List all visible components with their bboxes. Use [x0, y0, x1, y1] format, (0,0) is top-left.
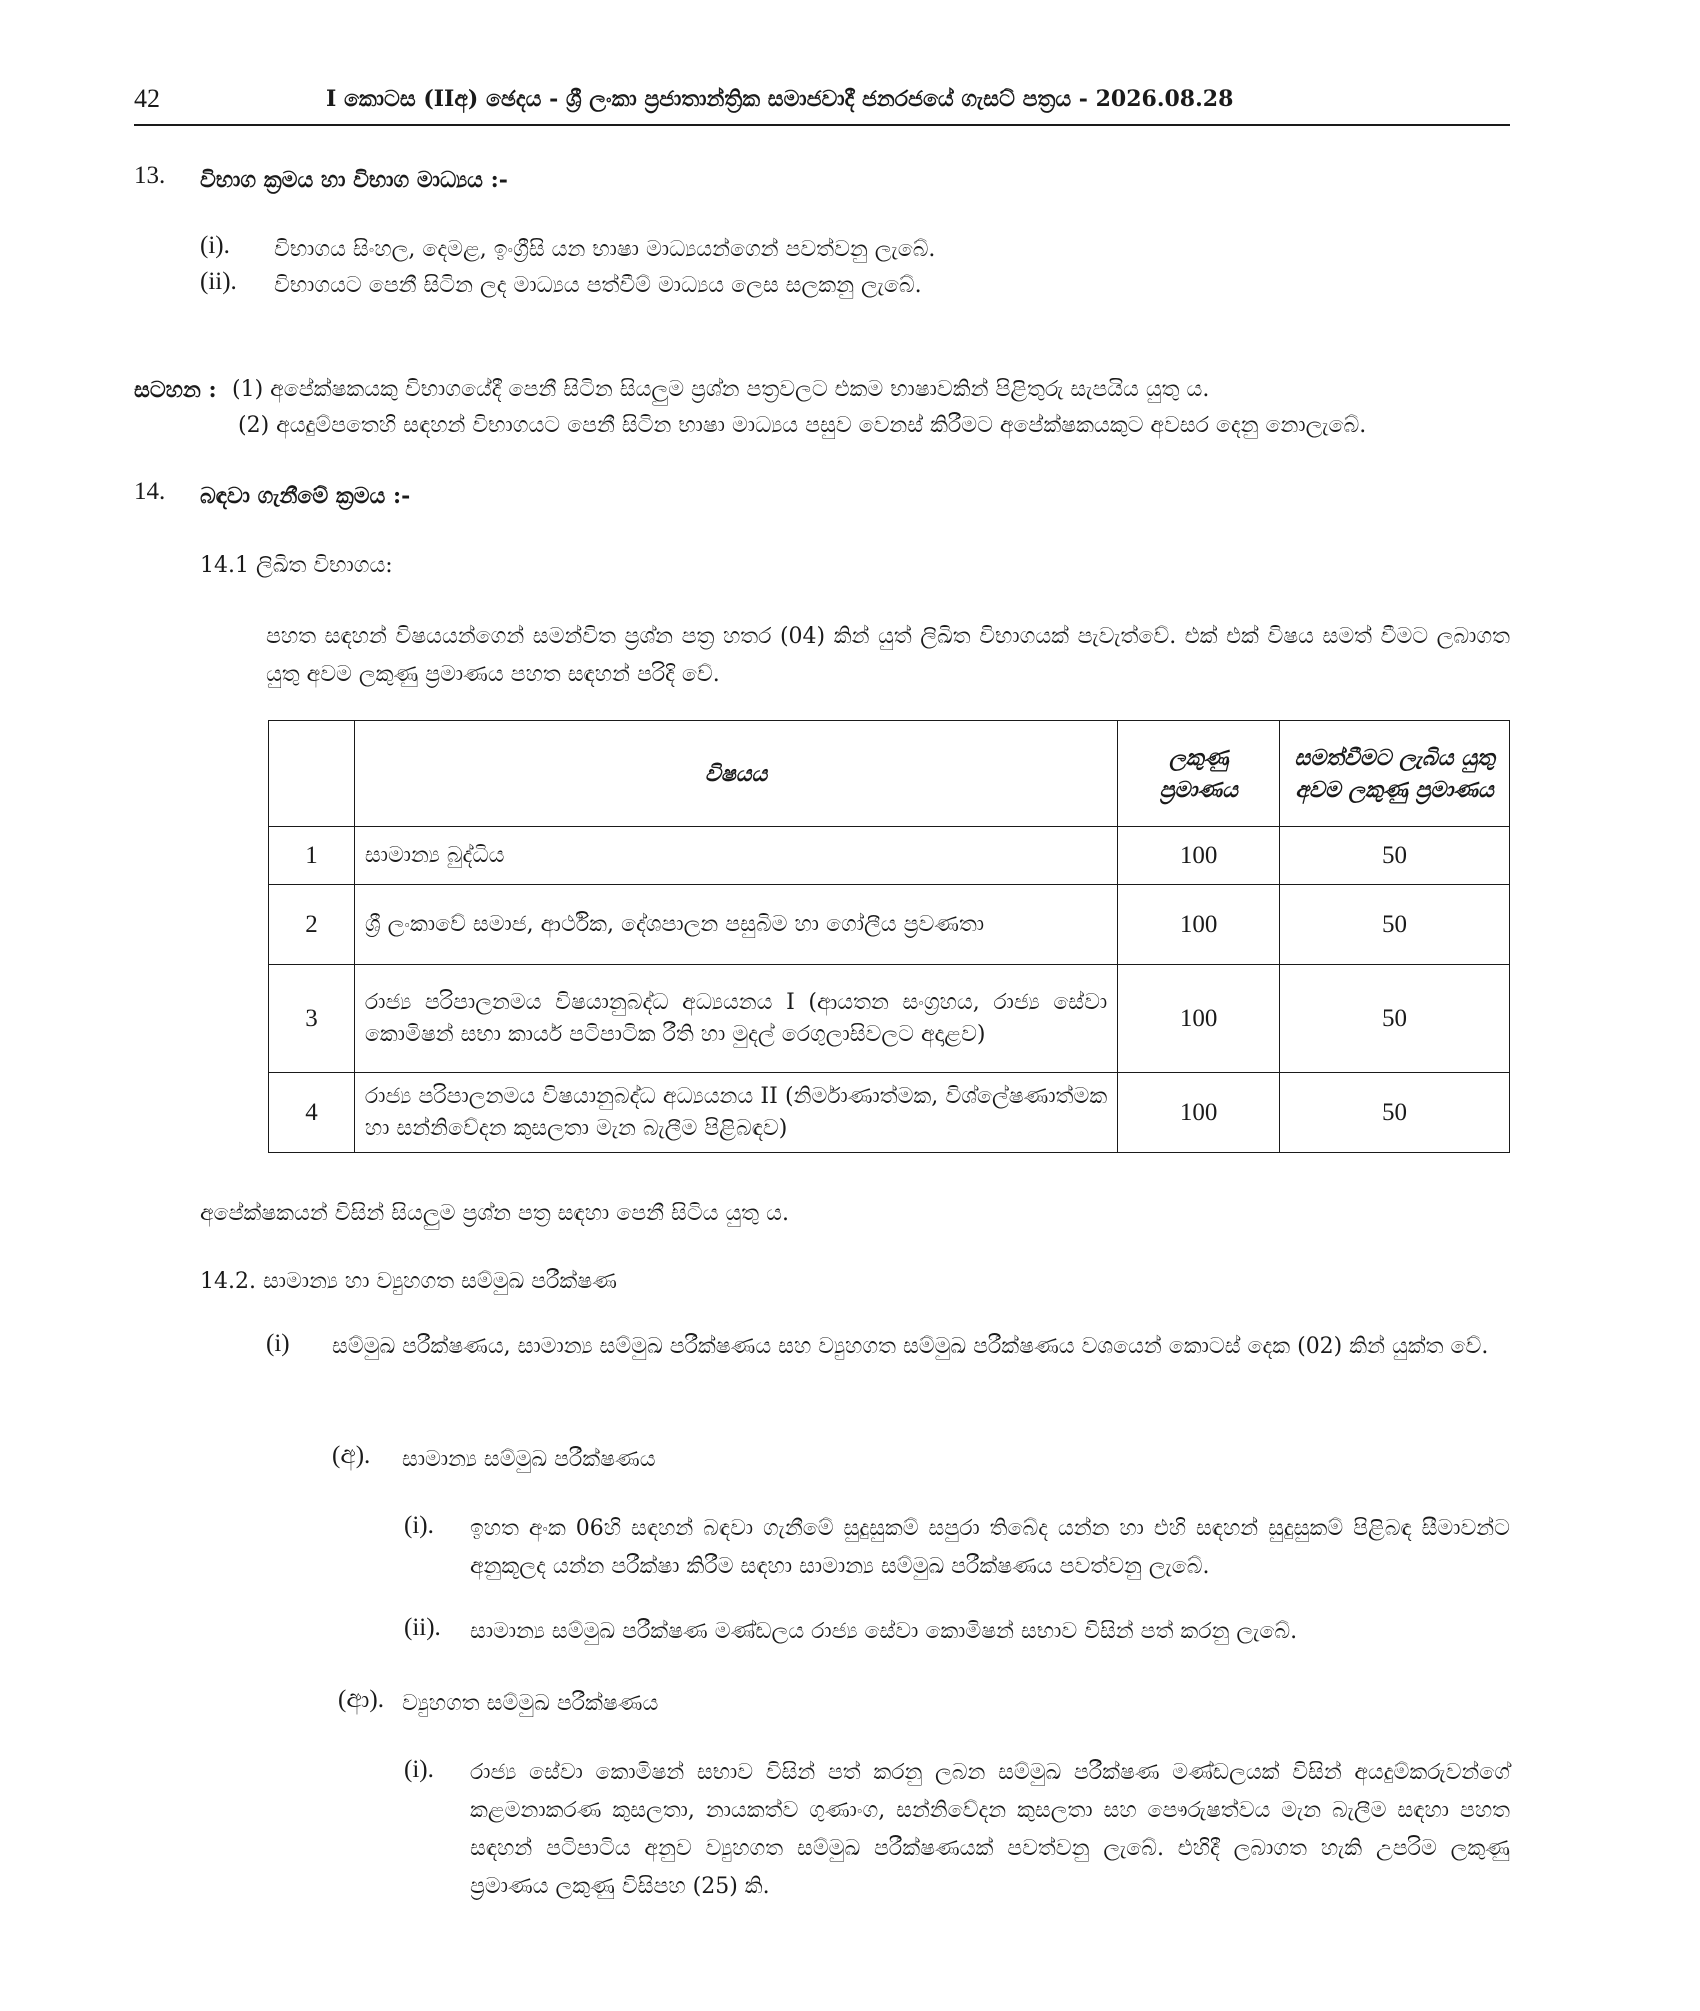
row-pass: 50	[1280, 1073, 1510, 1153]
part-a-item-1-text: ඉහත අංක 06හි සඳහන් බඳවා ගැනීමේ සුදුසුකම් සපුරා තිබේද යන්න හා එහි සඳහන් සුදුසුකම් පිළිබඳ සීමාවන්ට අනුකූලද යන්න පරීක්ෂා කිරීම සඳහා සාමාන්‍ය සම්මුඛ පරීක්ෂණය පවත්වනු ලැබේ.	[470, 1516, 1510, 1579]
section-13-heading: විභාග ක්‍රමය හා විභාග මාධ්‍යය :-	[200, 167, 508, 193]
part-aa-item-1-text: රාජ්‍ය සේවා කොමිෂන් සභාව විසින් පත් කරනු ලබන සම්මුඛ පරීක්ෂණ මණ්ඩලයක් විසින් අයදුම්කරුවන්ගේ කළමනාකරණ කුසලතා, නායකත්ව ගුණාංග, සන්නිවේදන කුසලතා සහ පෞරුෂත්වය මැන බැලීම සඳහා පහත සඳහන් පටිපාටිය අනුව ව්‍යුහගත සම්මුඛ පරීක්ෂණයක් පවත්වනු ලැබේ. එහිදී ලබාගත හැකි උපරිම ලකුණු ප්‍රමාණය ලකුණු විසිපහ (25) කි.	[470, 1760, 1510, 1899]
row-marks: 100	[1118, 827, 1280, 885]
row-marks: 100	[1118, 885, 1280, 965]
header-no	[269, 721, 355, 827]
gazette-title: I කොටස (IIඅ) ඡෙදය - ශ්‍රී ලංකා ප්‍රජාතාන්ත්‍රික සමාජවාදී ජනරජයේ ගැසට් පත්‍රය - 2026.08.28	[326, 86, 1234, 112]
s14-2-i-label: (i)	[266, 1330, 290, 1357]
note-label: සටහන :	[134, 377, 217, 403]
s13-item-2-text: විභාගයට පෙනී සිටින ලද මාධ්‍යය පත්වීම් මාධ්‍යය ලෙස සලකනු ලැබේ.	[274, 273, 922, 298]
all-papers-note: අපේක්ෂකයන් විසින් සියලුම ප්‍රශ්න පත්‍ර සඳහා පෙනී සිටිය යුතු ය.	[200, 1201, 789, 1226]
part-a-label: (අ).	[332, 1442, 371, 1469]
exam-subjects-table	[268, 720, 1510, 1153]
row-subject: රාජ්‍ය පරිපාලනමය විෂයානුබද්ධ අධ්‍යයනය I (ආයතන සංග්‍රහය, රාජ්‍ය සේවා කොමිෂන් සභා කාර්ය පටිපාටික රීති හා මුදල් රෙගුලාසිවලට අදාළව)	[354, 965, 1117, 1073]
section-13-number: 13.	[134, 162, 166, 189]
part-a-item-2-label: (ii).	[404, 1614, 441, 1641]
part-aa-heading: ව්‍යුහගත සම්මුඛ පරීක්ෂණය	[402, 1691, 659, 1716]
table-row	[269, 965, 1510, 1073]
note-line-2: (2) අයදුම්පතෙහි සඳහන් විභාගයට පෙනී සිටින භාෂා මාධ්‍යය පසුව වෙනස් කිරීමට අපේක්ෂකයකුට අවසර දෙනු නොලැබේ.	[238, 413, 1367, 438]
part-aa-item-1-label: (i).	[404, 1756, 434, 1783]
part-aa-label: (ආ).	[338, 1686, 384, 1713]
header-marks: ලකුණු ප්‍රමාණය	[1118, 721, 1280, 827]
s13-item-1-label: (i).	[200, 232, 230, 259]
table-header-row	[269, 721, 1510, 827]
subsection-14-2-heading: 14.2. සාමාන්‍ය හා ව්‍යුහගත සම්මුඛ පරීක්ෂණ	[200, 1269, 617, 1294]
row-no: 1	[269, 827, 355, 885]
s13-item-2-label: (ii).	[200, 268, 237, 295]
header-pass-marks: සමත්වීමට ලැබිය යුතු අවම ලකුණු ප්‍රමාණය	[1280, 721, 1510, 827]
row-subject: රාජ්‍ය පරිපාලනමය විෂයානුබද්ධ අධ්‍යයනය II (නිර්මාණාත්මක, විශ්ලේෂණාත්මක හා සන්නිවේදන කුසලතා මැන බැලීම පිළිබඳව)	[354, 1073, 1117, 1153]
row-subject: සාමාන්‍ය බුද්ධිය	[354, 827, 1117, 885]
note-line-1: (1) අපේක්ෂකයකු විභාගයේදී පෙනී සිටින සියලුම ප්‍රශ්න පත්‍රවලට එකම භාෂාවකින් පිළිතුරු සැපයිය යුතු ය.	[232, 377, 1210, 402]
page-header	[134, 84, 1510, 126]
s13-item-1-text: විභාගය සිංහල, දෙමළ, ඉංග්‍රීසි යන භාෂා මාධ්‍යයන්ගෙන් පවත්වනු ලැබේ.	[274, 237, 936, 262]
row-marks: 100	[1118, 1073, 1280, 1153]
part-a-item-2-text: සාමාන්‍ය සම්මුඛ පරීක්ෂණ මණ්ඩලය රාජ්‍ය සේවා කොමිෂන් සභාව විසින් පත් කරනු ලැබේ.	[470, 1619, 1298, 1644]
row-pass: 50	[1280, 965, 1510, 1073]
row-subject: ශ්‍රී ලංකාවේ සමාජ, ආර්ථික, දේශපාලන පසුබිම හා ගෝලීය ප්‍රවණතා	[354, 885, 1117, 965]
row-pass: 50	[1280, 885, 1510, 965]
subsection-14-1-heading: 14.1 ලිඛිත විභාගය:	[200, 553, 393, 578]
table-row	[269, 827, 1510, 885]
row-pass: 50	[1280, 827, 1510, 885]
table-row	[269, 885, 1510, 965]
row-marks: 100	[1118, 965, 1280, 1073]
section-14-heading: බඳවා ගැනීමේ ක්‍රමය :-	[200, 483, 411, 509]
row-no: 2	[269, 885, 355, 965]
table-row	[269, 1073, 1510, 1153]
written-exam-intro: පහත සඳහන් විෂයයන්ගෙන් සමන්විත ප්‍රශ්න පත්‍ර හතර (04) කින් යුත් ලිඛිත විභාගයක් පැවැත්වේ. එක් එක් විෂය සමත් වීමට ලබාගත යුතු අවම ලකුණු ප්‍රමාණය පහත සඳහන් පරිදි වේ.	[266, 624, 1510, 687]
part-a-heading: සාමාන්‍ය සම්මුඛ පරීක්ෂණය	[402, 1447, 656, 1472]
row-no: 4	[269, 1073, 355, 1153]
part-a-item-1-label: (i).	[404, 1512, 434, 1539]
page-number: 42	[134, 84, 160, 113]
header-subject: විෂයය	[354, 721, 1117, 827]
section-14-number: 14.	[134, 478, 166, 505]
s14-2-i-text: සම්මුඛ පරීක්ෂණය, සාමාන්‍ය සම්මුඛ පරීක්ෂණය සහ ව්‍යුහගත සම්මුඛ පරීක්ෂණය වශයෙන් කොටස් දෙක (02) කින් යුක්ත වේ.	[332, 1334, 1489, 1359]
row-no: 3	[269, 965, 355, 1073]
